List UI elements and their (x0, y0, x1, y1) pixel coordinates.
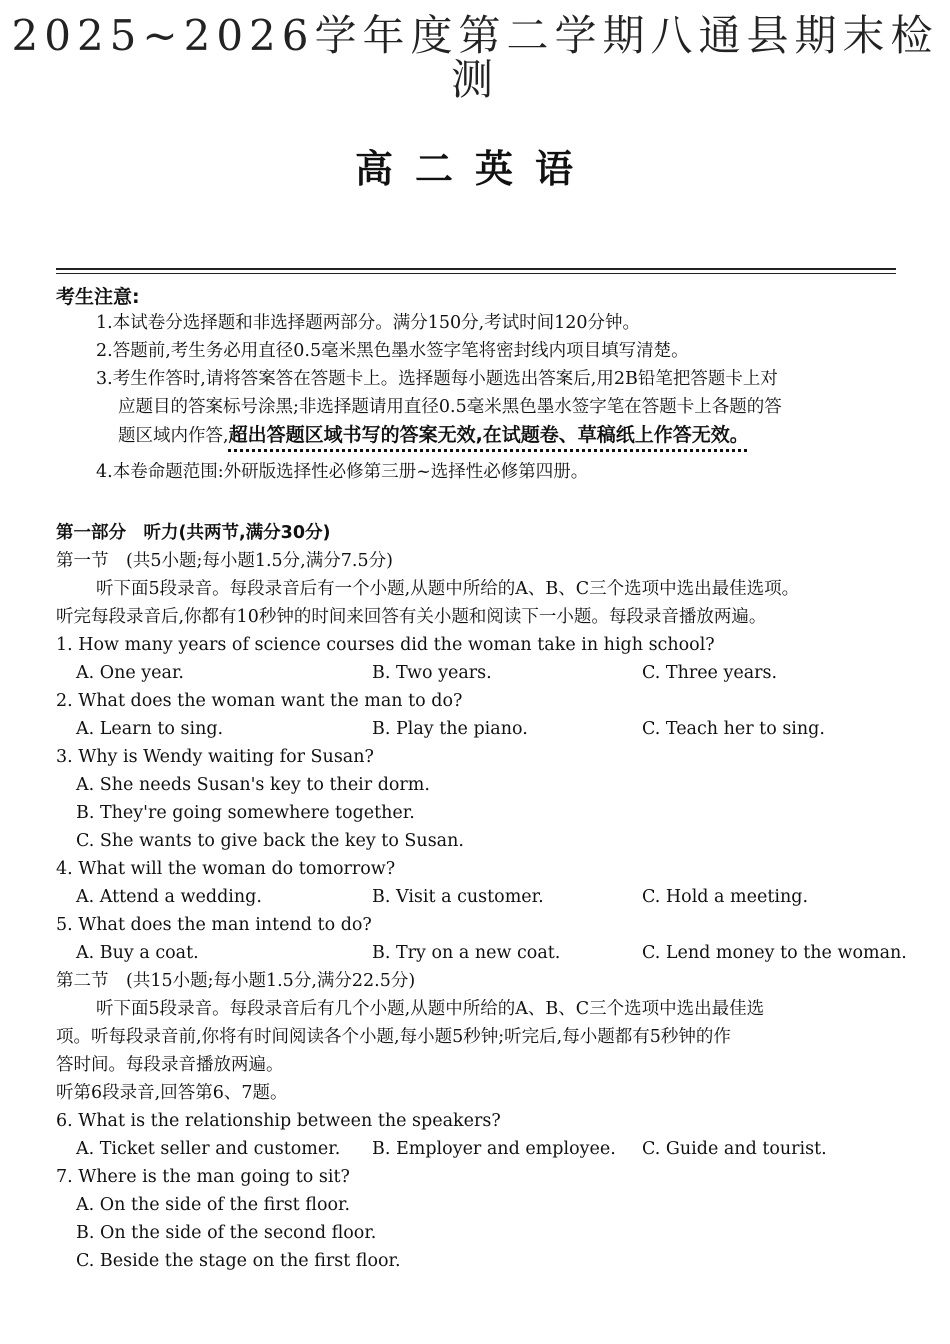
option-b: B. Visit a customer. (372, 887, 544, 907)
section2-instructions-cont: 答时间。每段录音播放两遍。 (56, 1055, 284, 1075)
notice-emphasis: 超出答题区域书写的答案无效,在试题卷、草稿纸上作答无效。 (228, 424, 749, 446)
option-c: C. Beside the stage on the first floor. (76, 1251, 401, 1271)
notice-item: 2.答题前,考生务必用直径0.5毫米黑色墨水签字笔将密封线内项目填写清楚。 (96, 341, 689, 361)
notice-item-cont (118, 421, 749, 450)
option-b: B. Play the piano. (372, 719, 528, 739)
option-b: B. Two years. (372, 663, 492, 683)
option-row (76, 939, 936, 967)
option-a: A. Attend a wedding. (76, 887, 262, 907)
option-row (76, 715, 936, 743)
notice-item: 4.本卷命题范围:外研版选择性必修第三册~选择性必修第四册。 (96, 462, 589, 482)
question-stem: 3. Why is Wendy waiting for Susan? (56, 747, 374, 767)
option-c: C. Three years. (642, 663, 778, 683)
option-a: A. Buy a coat. (76, 943, 199, 963)
option-b: B. They're going somewhere together. (76, 803, 415, 823)
option-row (76, 659, 936, 687)
section2-title: 第二节 (共15小题;每小题1.5分,满分22.5分) (56, 971, 416, 991)
option-a: A. Ticket seller and customer. (76, 1139, 341, 1159)
question-stem: 1. How many years of science courses did the woman take in high school? (56, 635, 715, 655)
section2-instructions: 听下面5段录音。每段录音后有几个小题,从题中所给的A、B、C三个选项中选出最佳选 (96, 999, 765, 1019)
option-c: C. Hold a meeting. (642, 887, 809, 907)
subject-title: 高二英语 (354, 147, 595, 191)
option-a: A. She needs Susan's key to their dorm. (76, 775, 430, 795)
option-c: C. She wants to give back the key to Susan. (76, 831, 464, 851)
question-stem: 5. What does the man intend to do? (56, 915, 372, 935)
notice-heading: 考生注意: (56, 286, 140, 308)
notice-item: 3.考生作答时,请将答案答在答题卡上。选择题每小题选出答案后,用2B铅笔把答题卡上对 (96, 369, 778, 389)
option-b: B. Try on a new coat. (372, 943, 561, 963)
divider-thick (56, 268, 896, 270)
notice-item: 1.本试卷分选择题和非选择题两部分。满分150分,考试时间120分钟。 (96, 313, 641, 333)
notice-item-cont: 应题目的答案标号涂黑;非选择题请用直径0.5毫米黑色墨水签字笔在答题卡上各题的答 (118, 397, 782, 417)
section2-instructions-cont: 项。听每段录音前,你将有时间阅读各个小题,每小题5秒钟;听完后,每小题都有5秒钟的作 (56, 1027, 731, 1047)
option-b: B. Employer and employee. (372, 1139, 616, 1159)
option-a: A. Learn to sing. (76, 719, 224, 739)
section1-title: 第一节 (共5小题;每小题1.5分,满分7.5分) (56, 551, 393, 571)
exam-title: 2025~2026学年度第二学期八通县期末检测 (11, 11, 939, 104)
option-b: B. On the side of the second floor. (76, 1223, 377, 1243)
section1-instructions-cont: 听完每段录音后,你都有10秒钟的时间来回答有关小题和阅读下一小题。每段录音播放两遍。 (56, 607, 767, 627)
section1-instructions: 听下面5段录音。每段录音后有一个小题,从题中所给的A、B、C三个选项中选出最佳选项。 (96, 579, 800, 599)
option-c: C. Lend money to the woman. (642, 943, 907, 963)
question-stem: 2. What does the woman want the man to do? (56, 691, 463, 711)
recording-instruction: 听第6段录音,回答第6、7题。 (56, 1083, 288, 1103)
question-stem: 7. Where is the man going to sit? (56, 1167, 350, 1187)
option-row (76, 883, 936, 911)
question-stem: 6. What is the relationship between the speakers? (56, 1111, 501, 1131)
divider-thin (56, 273, 896, 274)
option-a: A. One year. (76, 663, 184, 683)
option-c: C. Teach her to sing. (642, 719, 825, 739)
question-stem: 4. What will the woman do tomorrow? (56, 859, 396, 879)
option-a: A. On the side of the first floor. (76, 1195, 351, 1215)
option-row (76, 1135, 936, 1163)
notice-item-cont-text: 题区域内作答, (118, 426, 229, 446)
part1-title: 第一部分 听力(共两节,满分30分) (56, 523, 331, 543)
option-c: C. Guide and tourist. (642, 1139, 827, 1159)
